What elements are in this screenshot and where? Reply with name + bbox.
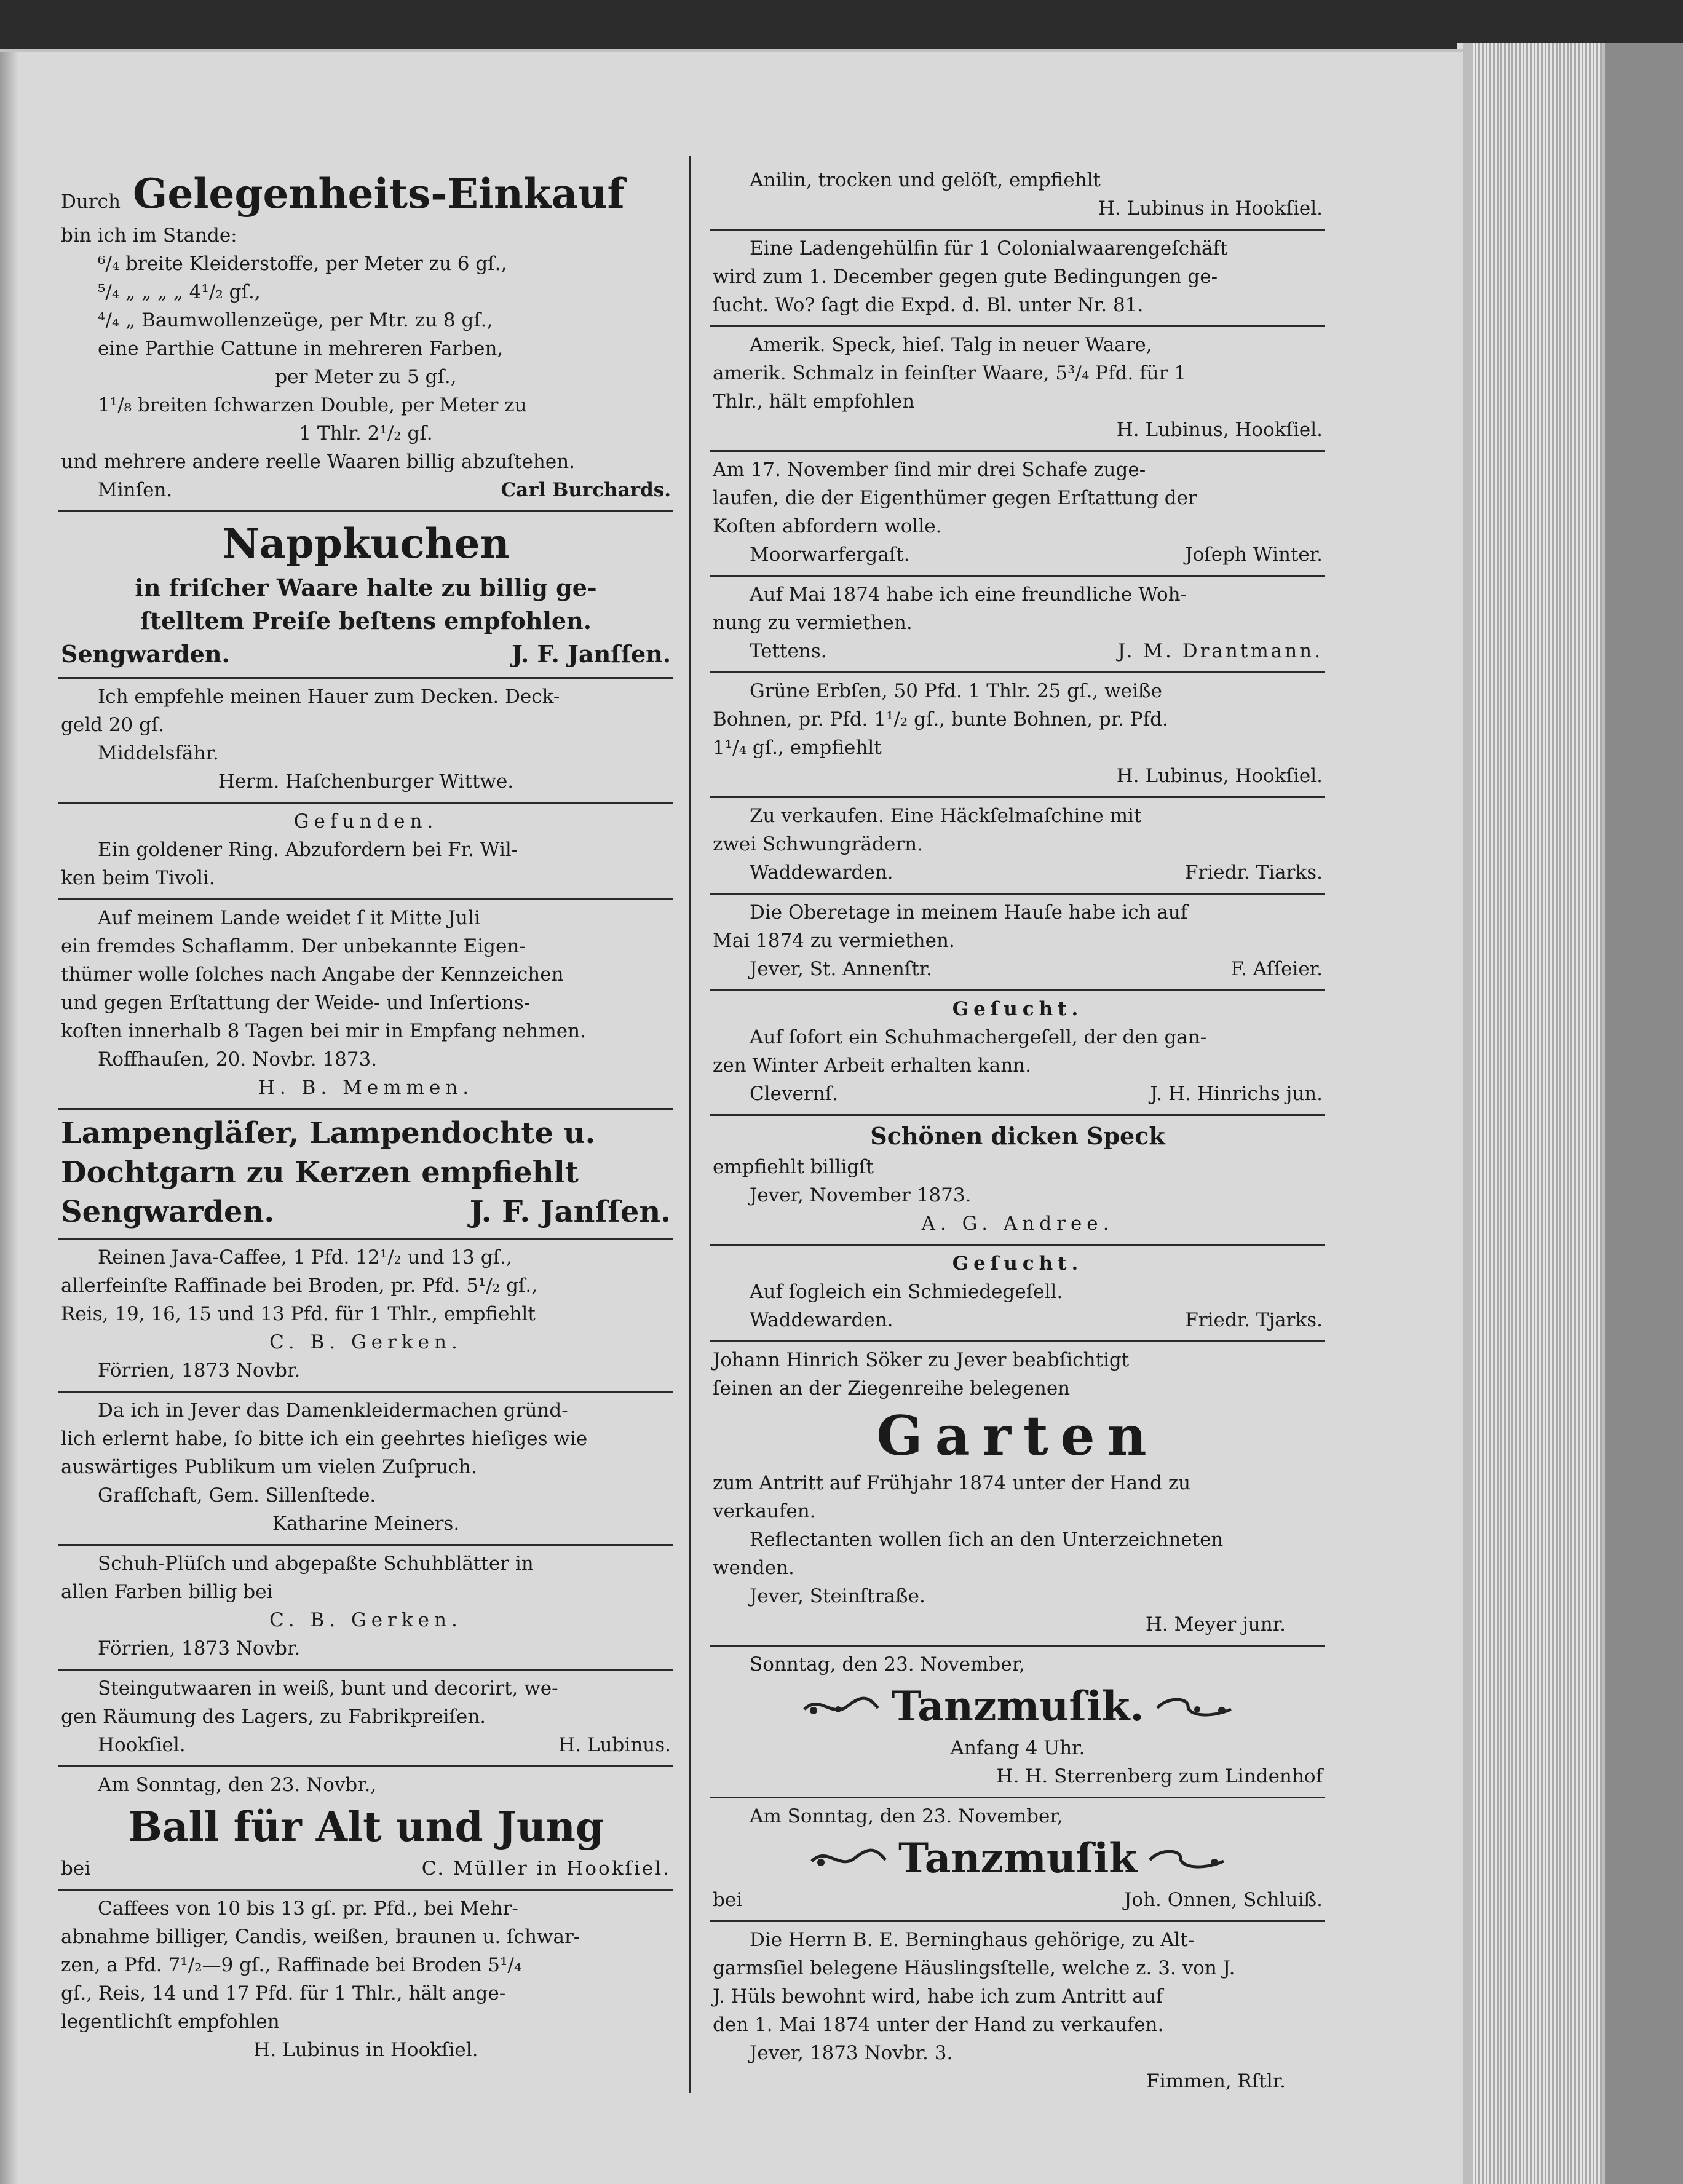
ad-line: Koſten abfordern wolle. [713,515,942,537]
ad-java-caffee [58,1240,673,1393]
ad-line: ein fremdes Schaflamm. Der unbekannte Eigen- [61,935,526,957]
ad-signature [713,540,1323,569]
ad-line: nung zu vermiethen. [713,612,913,634]
ad-line: Bohnen, pr. Pfd. 1¹/₂ gſ., bunte Bohnen, pr. Pfd. [713,708,1168,730]
ad-line: verkaufen. [713,1500,816,1522]
ad-line: Schuh-Plüſch und abgepaßte Schuhblätter in [98,1553,534,1575]
ad-hauer [58,679,673,804]
ad-line: allen Farben billig bei [61,1581,273,1603]
ad-title: Geſucht. [952,998,1083,1020]
ad-line: zen Winter Arbeit erhalten kann. [713,1054,1031,1077]
ad-signer: J. H. Hinrichs jun. [1150,1083,1323,1105]
ad-title: Gelegenheits-Einkauf [132,170,625,218]
ad-signer: H. Lubinus in Hookſiel. [1098,197,1323,220]
book-page-edges [1457,43,1611,2184]
ad-bei: bei [61,1858,91,1880]
ad-place: Moorwarfergaſt. [750,544,910,566]
ad-ladengehuelfin [710,231,1325,327]
ad-line: auswärtiges Publikum um vielen Zuſpruch. [61,1456,477,1478]
ad-line: legentlichſt empfohlen [61,2011,280,2033]
ad-gelegenheits-einkauf [58,162,673,512]
ad-ball [58,1767,673,1891]
ad-line: wenden. [713,1557,794,1579]
ad-haeuslingsstelle [710,1922,1325,2102]
ad-title: Schönen dicken Speck [870,1122,1165,1150]
ad-line: Die Oberetage in meinem Hauſe habe ich auf [750,901,1188,924]
ad-line: wird zum 1. December gegen gute Bedingungen ge- [713,266,1218,288]
ad-title: Tanzmuſik. [891,1682,1144,1730]
column-divider [689,156,691,2093]
ad-place: Hookſiel. [98,1734,186,1756]
ad-line: Lampengläſer, Lampendochte u. [61,1116,596,1150]
ad-signature [713,955,1323,983]
ad-line: den 1. Mai 1874 unter der Hand zu verkaufen. [713,2014,1164,2036]
ad-haeckselmaschine [710,798,1325,895]
ad-line: geld 20 gſ. [61,714,165,736]
ad-line: amerik. Schmalz in feinſter Waare, 5³/₄ Pfd. für 1 [713,362,1186,384]
ad-place: Tettens. [750,640,827,662]
ad-anilin [710,162,1325,231]
ad-line: Da ich in Jever das Damenkleidermachen gründ- [98,1399,568,1422]
ad-signer: H. Lubinus, Hookſiel. [1116,419,1323,441]
ad-line: zwei Schwungrädern. [713,833,923,855]
ad-line: Eine Ladengehülfin für 1 Colonialwaarengeſchäft [750,237,1228,259]
ad-line: Jever, 1873 Novbr. 3. [750,2042,953,2064]
ad-signer: Joſeph Winter. [1185,544,1323,566]
ad-line: eine Parthie Cattune in mehreren Farben, [98,338,504,360]
ad-place: Clevernſ. [750,1083,838,1105]
ad-line: Auf ſofort ein Schuhmachergeſell, der den gan- [750,1026,1207,1048]
ad-line: Reis, 19, 16, 15 und 13 Pfd. für 1 Thlr., empfiehlt [61,1303,536,1325]
ad-signer: Carl Burchards. [501,479,671,501]
ad-line: 1¹/₄ gſ., empfiehlt [713,737,882,759]
ad-line: Middelsfähr. [98,742,219,764]
ad-line: ⁵/₄ „ „ „ „ 4¹/₂ gſ., [98,281,261,303]
ad-line: Roffhauſen, 20. Novbr. 1873. [98,1048,378,1070]
ad-place: Förrien, 1873 Novbr. [98,1637,301,1660]
ad-signature [713,1886,1323,1914]
ad-signer: J. M. Drantmann. [1117,640,1323,662]
ad-line: gſ., Reis, 14 und 17 Pfd. für 1 Thlr., hält ange- [61,1982,506,2004]
ad-steingutwaaren [58,1671,673,1767]
ad-line: 1 Thlr. 2¹/₂ gſ. [299,422,433,445]
ad-line: Amerik. Speck, hieſ. Talg in neuer Waare, [750,334,1152,356]
ad-line: und gegen Erſtattung der Weide- und Inſertions- [61,992,531,1014]
ad-line: Auf ſogleich ein Schmiedegeſell. [750,1281,1063,1303]
ad-line: Zu verkaufen. Eine Häckſelmaſchine mit [750,805,1142,827]
ad-line: Caffees von 10 bis 13 gſ. pr. Pfd., bei Mehr- [98,1897,518,1920]
ad-signer: H. Lubinus. [558,1734,671,1756]
ad-signer: H. H. Sterrenberg zum Lindenhof [996,1765,1323,1787]
left-column [58,162,673,2070]
ad-place: Förrien, 1873 Novbr. [98,1359,301,1382]
ad-line: Reinen Java-Caffee, 1 Pfd. 12¹/₂ und 13 gſ., [98,1246,512,1268]
ad-signer: Friedr. Tiarks. [1185,861,1323,884]
ad-signer: F. Aſſeier. [1230,958,1323,980]
ad-amerik-speck [710,327,1325,452]
ad-signer: Friedr. Tjarks. [1185,1309,1323,1331]
ad-tanzmusik-schluiss [710,1798,1325,1922]
ad-line: ken beim Tivoli. [61,867,215,889]
ad-line: Jever, Steinſtraße. [750,1585,925,1607]
ad-line: Anfang 4 Uhr. [950,1737,1085,1759]
newspaper-page [0,49,1463,2184]
ad-gefunden [58,804,673,900]
ad-signature [61,476,671,504]
ad-line: zum Antritt auf Frühjahr 1874 unter der Hand zu [713,1472,1191,1494]
ad-schuh-pluesch [58,1546,673,1671]
ad-wohnung [710,577,1325,673]
ad-place: Waddewarden. [750,861,893,884]
ad-line: Am Sonntag, den 23. Novbr., [98,1774,377,1796]
ad-caffees [58,1891,673,2070]
ad-line: bin ich im Stande: [61,224,237,247]
ad-line: Thlr., hält empfohlen [713,390,915,413]
ad-signature [713,637,1323,665]
ad-signer: J. F. Janſſen. [511,640,671,668]
ad-line: allerfeinſte Raffinade bei Broden, pr. Pfd. 5¹/₂ gſ., [61,1275,538,1297]
ad-nappkuchen [58,512,673,679]
ad-signer: A. G. Andree. [921,1213,1114,1235]
ad-tanzmusik-lindenhof [710,1647,1325,1798]
ad-title: Geſucht. [952,1252,1083,1275]
ad-signature [61,1854,671,1883]
ad-line: Anilin, trocken und gelöſt, empfiehlt [750,169,1101,191]
ad-line: Ein goldener Ring. Abzufordern bei Fr. Wil- [98,839,518,861]
ad-line: gen Räumung des Lagers, zu Fabrikpreiſen. [61,1706,486,1728]
ad-signer: J. F. Janſſen. [469,1195,671,1229]
ad-signature [61,1731,671,1759]
ad-signer: Katharine Meiners. [272,1513,460,1535]
ad-line: J. Hüls bewohnt wird, habe ich zum Antritt auf [713,1985,1163,2008]
ad-line: garmsſiel belegene Häuslingsſtelle, welche z. 3. von J. [713,1957,1235,1979]
ad-signer: C. B. Gerken. [269,1609,462,1631]
ad-intro: Durch [61,191,121,213]
ad-place: Sengwarden. [61,1195,275,1229]
ad-signature [713,1306,1323,1334]
ad-place: Waddewarden. [750,1309,893,1331]
ad-bei: bei [713,1889,743,1911]
ad-line: thümer wolle ſolches nach Angabe der Kennzeichen [61,963,564,986]
ad-line: Auf meinem Lande weidet ſ it Mitte Juli [98,907,480,929]
ad-line: Auf Mai 1874 habe ich eine freundliche Woh- [750,584,1187,606]
ad-line: ⁶/₄ breite Kleiderstoffe, per Meter zu 6 gſ., [98,253,507,275]
ad-line: koſten innerhalb 8 Tagen bei mir in Empfang nehmen. [61,1020,586,1042]
flourish-right-icon [1154,1691,1234,1722]
ad-line: per Meter zu 5 gſ., [275,366,457,388]
ad-signer: H. Lubinus, Hookſiel. [1116,765,1323,787]
ad-signature [713,1080,1323,1108]
ad-title-row [713,1679,1323,1734]
ad-line: Jever, November 1873. [750,1184,972,1206]
ad-line: Grüne Erbſen, 50 Pfd. 1 Thlr. 25 gſ., weiße [750,680,1162,702]
ad-garten [710,1342,1325,1647]
flourish-left-icon [809,1843,889,1873]
ad-schafe [710,452,1325,577]
flourish-left-icon [801,1691,881,1722]
ad-schaflamm [58,900,673,1110]
ad-signer: Fimmen, Rſtlr. [1146,2070,1286,2092]
ad-line: Steingutwaaren in weiß, bunt und decorirt, we- [98,1677,558,1699]
ad-line: Johann Hinrich Söker zu Jever beabſichtigt [713,1349,1130,1371]
ad-line: laufen, die der Eigenthümer gegen Erſtattung der [713,487,1197,509]
ad-signer: Joh. Onnen, Schluiß. [1123,1889,1323,1911]
ad-line: in friſcher Waare halte zu billig ge- [135,574,597,601]
ad-line: lich erlernt habe, ſo bitte ich ein geehrtes hieſiges wie [61,1428,588,1450]
ad-title: Nappkuchen [222,520,510,568]
ad-line: ſtelltem Preiſe beſtens empfohlen. [140,607,592,635]
ad-title: Tanzmuſik [898,1834,1138,1882]
ad-header [61,166,671,221]
ad-line: Die Herrn B. E. Berninghaus gehörige, zu Alt- [750,1929,1195,1951]
ad-line: zen, a Pfd. 7¹/₂—9 gſ., Raffinade bei Broden 5¹/₄ [61,1954,522,1976]
ad-title: Garten [876,1404,1159,1468]
ad-speck [710,1116,1325,1246]
ad-signer: H. Meyer junr. [1145,1613,1286,1636]
ad-line: abnahme billiger, Candis, weißen, braunen u. ſchwar- [61,1926,580,1948]
ad-line: Am 17. November ſind mir drei Schafe zuge- [713,459,1146,481]
ad-gesucht-schmied [710,1246,1325,1342]
ad-title-row [713,1830,1323,1886]
ad-line: Sonntag, den 23. November, [750,1653,1025,1676]
ad-oberetage [710,895,1325,991]
ad-signature [61,1192,671,1232]
ad-signer: H. B. Memmen. [258,1077,474,1099]
ad-damenkleidermachen [58,1393,673,1546]
ad-line: Grafſchaft, Gem. Sillenſtede. [98,1484,376,1506]
ad-lampenglaeser [58,1110,673,1240]
ad-signer: C. B. Gerken. [269,1331,462,1353]
ad-signature [713,858,1323,887]
ad-signer: C. Müller in Hookſiel. [421,1858,671,1880]
right-column [710,162,1325,2102]
ad-line: Mai 1874 zu vermiethen. [713,930,955,952]
ad-title: Ball für Alt und Jung [128,1803,604,1851]
ad-line: Reflectanten wollen ſich an den Unterzeichneten [750,1529,1224,1551]
ad-line: Ich empfehle meinen Hauer zum Decken. Deck- [98,686,560,708]
ad-place: Minſen. [98,479,173,501]
ad-line: 1¹/₈ breiten ſchwarzen Double, per Meter zu [98,394,527,416]
book-cover [1605,43,1683,2184]
ad-signature [61,638,671,671]
ad-place: Sengwarden. [61,640,230,668]
ad-place: Jever, St. Annenſtr. [750,958,932,980]
flourish-right-icon [1147,1843,1227,1873]
ad-signer: H. Lubinus in Hookſiel. [253,2039,478,2061]
ad-line: Am Sonntag, den 23. November, [750,1805,1063,1827]
ad-gruene-erbsen [710,673,1325,798]
ad-line: ſucht. Wo? ſagt die Expd. d. Bl. unter Nr. 81. [713,294,1144,316]
ad-gesucht-schuhmacher [710,991,1325,1116]
ad-signer: Herm. Haſchenburger Wittwe. [218,770,514,793]
ad-line: und mehrere andere reelle Waaren billig abzuſtehen. [61,451,576,473]
ad-line: empfiehlt billigſt [713,1156,874,1178]
ad-line: Dochtgarn zu Kerzen empfiehlt [61,1155,579,1190]
ad-line: ⁴/₄ „ Baumwollenzeüge, per Mtr. zu 8 gſ., [98,309,493,331]
ad-title: Gefunden. [293,810,438,833]
ad-line: ſeinen an der Ziegenreihe belegenen [713,1377,1071,1399]
